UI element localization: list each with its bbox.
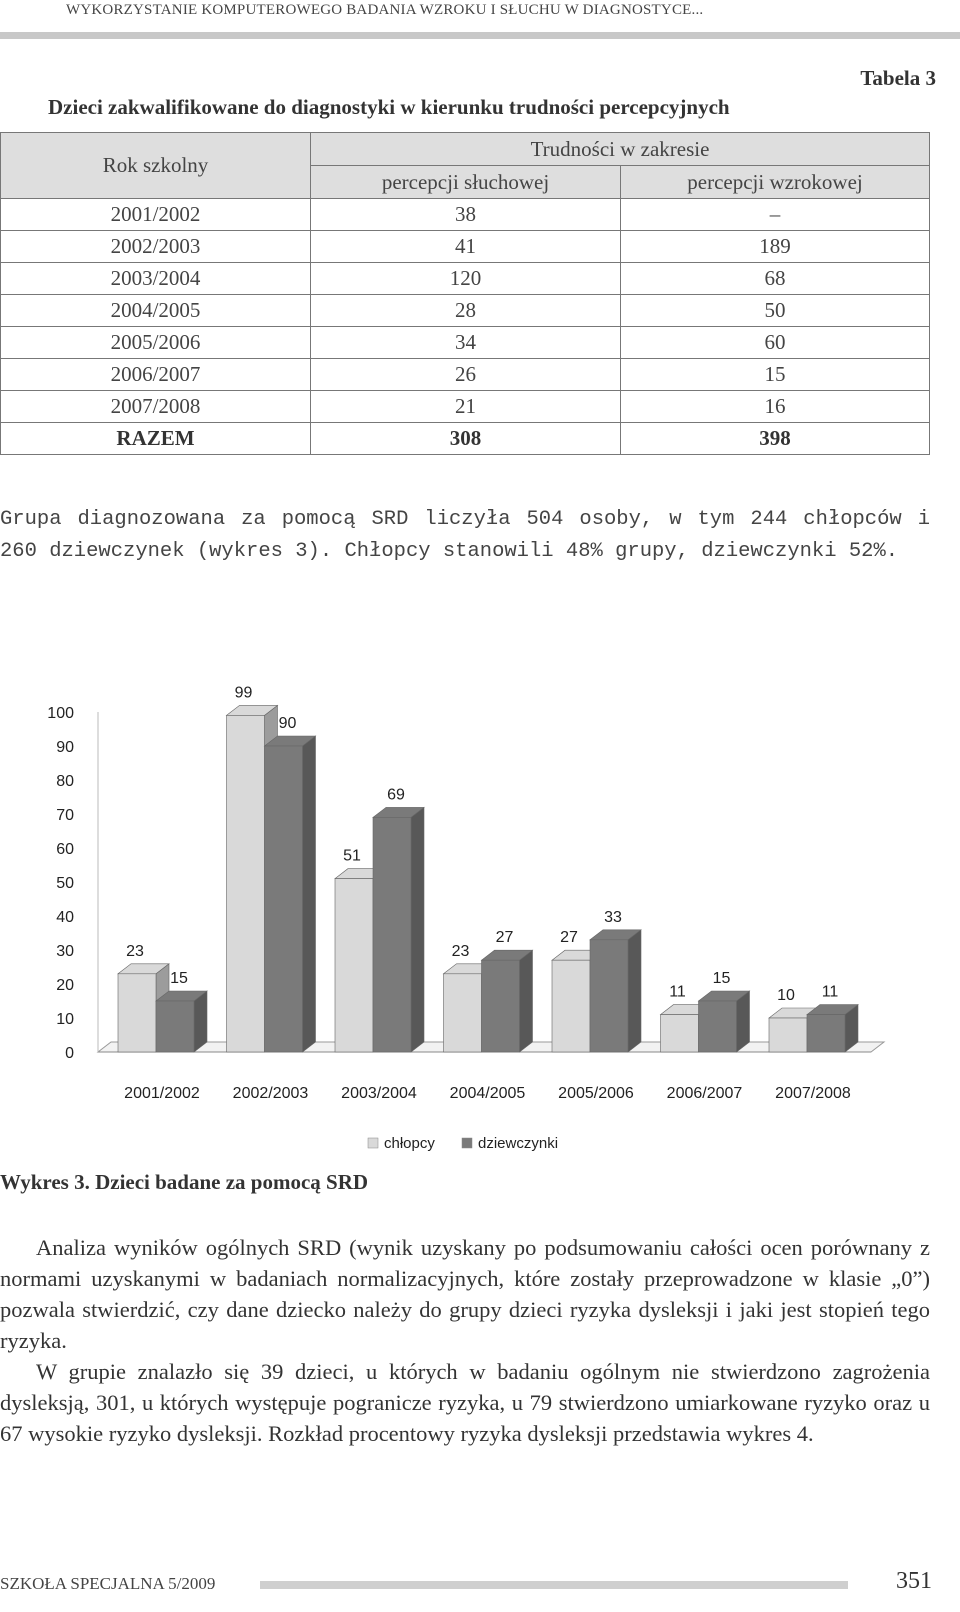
- cell-hearing: 41: [311, 231, 621, 263]
- table-header-row: [1, 133, 930, 166]
- cell-hearing: 28: [311, 295, 621, 327]
- bar: [661, 1015, 699, 1052]
- x-tick-label: 2005/2006: [558, 1085, 634, 1102]
- bar: [552, 960, 590, 1052]
- legend-label: chłopcy: [384, 1135, 435, 1152]
- y-tick-label: 60: [56, 841, 74, 858]
- table-row: [1, 391, 930, 423]
- bar: [482, 960, 520, 1052]
- data-table: [0, 132, 930, 455]
- x-tick-label: 2002/2003: [232, 1085, 309, 1102]
- bar: [699, 1001, 737, 1052]
- bar-side-face: [194, 991, 207, 1052]
- cell-vision: 60: [621, 327, 930, 359]
- legend-swatch: [368, 1138, 378, 1148]
- bar: [265, 746, 303, 1052]
- header-group: Trudności w zakresie: [311, 133, 930, 166]
- cell-hearing: 120: [311, 263, 621, 295]
- data-label: 23: [451, 942, 470, 960]
- x-tick-label: 2001/2002: [124, 1085, 200, 1102]
- cell-year: 2003/2004: [1, 263, 311, 295]
- cell-year: 2006/2007: [1, 359, 311, 391]
- cell-hearing: 34: [311, 327, 621, 359]
- bar-side-face: [737, 991, 750, 1052]
- bar: [590, 940, 628, 1052]
- cell-vision: 16: [621, 391, 930, 423]
- header-vision: percepcji wzrokowej: [621, 166, 930, 199]
- bar-side-face: [303, 736, 316, 1052]
- cell-vision: 189: [621, 231, 930, 263]
- data-label: 99: [234, 684, 253, 702]
- table-row: [1, 199, 930, 231]
- header-hearing: percepcji słuchowej: [311, 166, 621, 199]
- x-tick-label: 2006/2007: [666, 1085, 743, 1102]
- y-tick-label: 100: [47, 705, 74, 722]
- table-row: [1, 295, 930, 327]
- data-label: 90: [278, 715, 297, 732]
- bar-side-face: [628, 930, 641, 1052]
- table-row: [1, 327, 930, 359]
- bar: [118, 974, 156, 1052]
- bar: [227, 715, 265, 1052]
- header-rule: [0, 32, 960, 39]
- paragraph-group-summary: Grupa diagnozowana za pomocą SRD liczyła 504 osoby, w tym 244 chłopców i 260 dziewczynek (wykres 3). Chłopcy stanowili 48% grupy, dziewczynki 52%.: [0, 508, 930, 563]
- y-tick-label: 10: [56, 1011, 74, 1028]
- cell-hearing: 21: [311, 391, 621, 423]
- cell-hearing: 38: [311, 199, 621, 231]
- x-tick-label: 2004/2005: [449, 1085, 526, 1102]
- bar: [444, 974, 482, 1052]
- data-label: 11: [669, 983, 686, 1001]
- header-year: Rok szkolny: [1, 133, 311, 199]
- y-tick-label: 70: [56, 807, 74, 824]
- figure-caption: Wykres 3. Dzieci badane za pomocą SRD: [0, 1170, 369, 1194]
- cell-year: 2007/2008: [1, 391, 311, 423]
- y-tick-label: 50: [56, 875, 74, 892]
- data-label: 15: [712, 970, 731, 987]
- table-number: Tabela 3: [860, 66, 936, 90]
- data-label: 69: [387, 786, 405, 804]
- cell-year: 2001/2002: [1, 199, 311, 231]
- y-tick-label: 40: [56, 909, 74, 926]
- y-tick-label: 80: [56, 773, 74, 790]
- y-tick-label: 30: [56, 943, 74, 960]
- table-total-row: [1, 423, 930, 455]
- data-label: 23: [126, 942, 144, 960]
- data-label: 15: [170, 970, 188, 987]
- bar-side-face: [411, 807, 424, 1052]
- y-tick-label: 0: [65, 1045, 74, 1062]
- legend-label: dziewczynki: [478, 1135, 559, 1152]
- legend-swatch: [462, 1138, 472, 1148]
- cell-vision: 50: [621, 295, 930, 327]
- data-label: 33: [604, 908, 622, 926]
- data-label: 27: [495, 929, 514, 947]
- cell-year: 2005/2006: [1, 327, 311, 359]
- x-tick-label: 2007/2008: [775, 1085, 851, 1102]
- total-label: RAZEM: [1, 423, 311, 455]
- bar-chart: [0, 660, 900, 1170]
- footer-journal: SZKOŁA SPECJALNA 5/2009: [0, 1574, 216, 1593]
- total-hearing: 308: [311, 423, 621, 455]
- bar: [373, 817, 411, 1052]
- data-label: 11: [821, 983, 839, 1001]
- cell-vision: –: [621, 199, 930, 231]
- cell-vision: 68: [621, 263, 930, 295]
- cell-year: 2004/2005: [1, 295, 311, 327]
- bar-side-face: [520, 950, 533, 1052]
- y-tick-label: 20: [56, 977, 74, 994]
- table-row: [1, 359, 930, 391]
- bar: [807, 1015, 845, 1052]
- data-label: 27: [560, 929, 578, 947]
- body-text: [0, 1232, 930, 1449]
- table-row: [1, 231, 930, 263]
- table-title: Dzieci zakwalifikowane do diagnostyki w kierunku trudności percepcyjnych: [48, 95, 730, 119]
- data-label: 10: [777, 987, 795, 1004]
- bar: [156, 1001, 194, 1052]
- page-number: 351: [896, 1568, 932, 1594]
- footer-rule: [260, 1581, 848, 1589]
- cell-vision: 15: [621, 359, 930, 391]
- paragraph-analysis: Analiza wyników ogólnych SRD (wynik uzyskany po podsumowaniu całości ocen porównany z normami uzyskanymi w badaniach normalizacyjnych, które zostały przeprowadzone w klasie „0”) pozwala stwierdzić, czy dane dziecko należy do grupy dzieci ryzyka dysleksji i jaki jest stopień tego ryzyka.: [0, 1235, 930, 1353]
- bar: [769, 1018, 807, 1052]
- cell-year: 2002/2003: [1, 231, 311, 263]
- x-tick-label: 2003/2004: [341, 1085, 417, 1102]
- bar: [335, 879, 373, 1052]
- cell-hearing: 26: [311, 359, 621, 391]
- data-label: 51: [343, 847, 361, 865]
- paragraph-results: W grupie znalazło się 39 dzieci, u których w badaniu ogólnym nie stwierdzono zagrożenia dysleksją, 301, u których występuje pogranicze ryzyka, u 79 stwierdzono umiarkowane ryzyko oraz u 67 wysokie ryzyko dysleksji. Rozkład procentowy ryzyka dysleksji przedstawia wykres 4.: [0, 1359, 930, 1446]
- table-row: [1, 263, 930, 295]
- running-header: WYKORZYSTANIE KOMPUTEROWEGO BADANIA WZROKU I SŁUCHU W DIAGNOSTYCE...: [66, 2, 704, 18]
- y-tick-label: 90: [56, 739, 74, 756]
- total-vision: 398: [621, 423, 930, 455]
